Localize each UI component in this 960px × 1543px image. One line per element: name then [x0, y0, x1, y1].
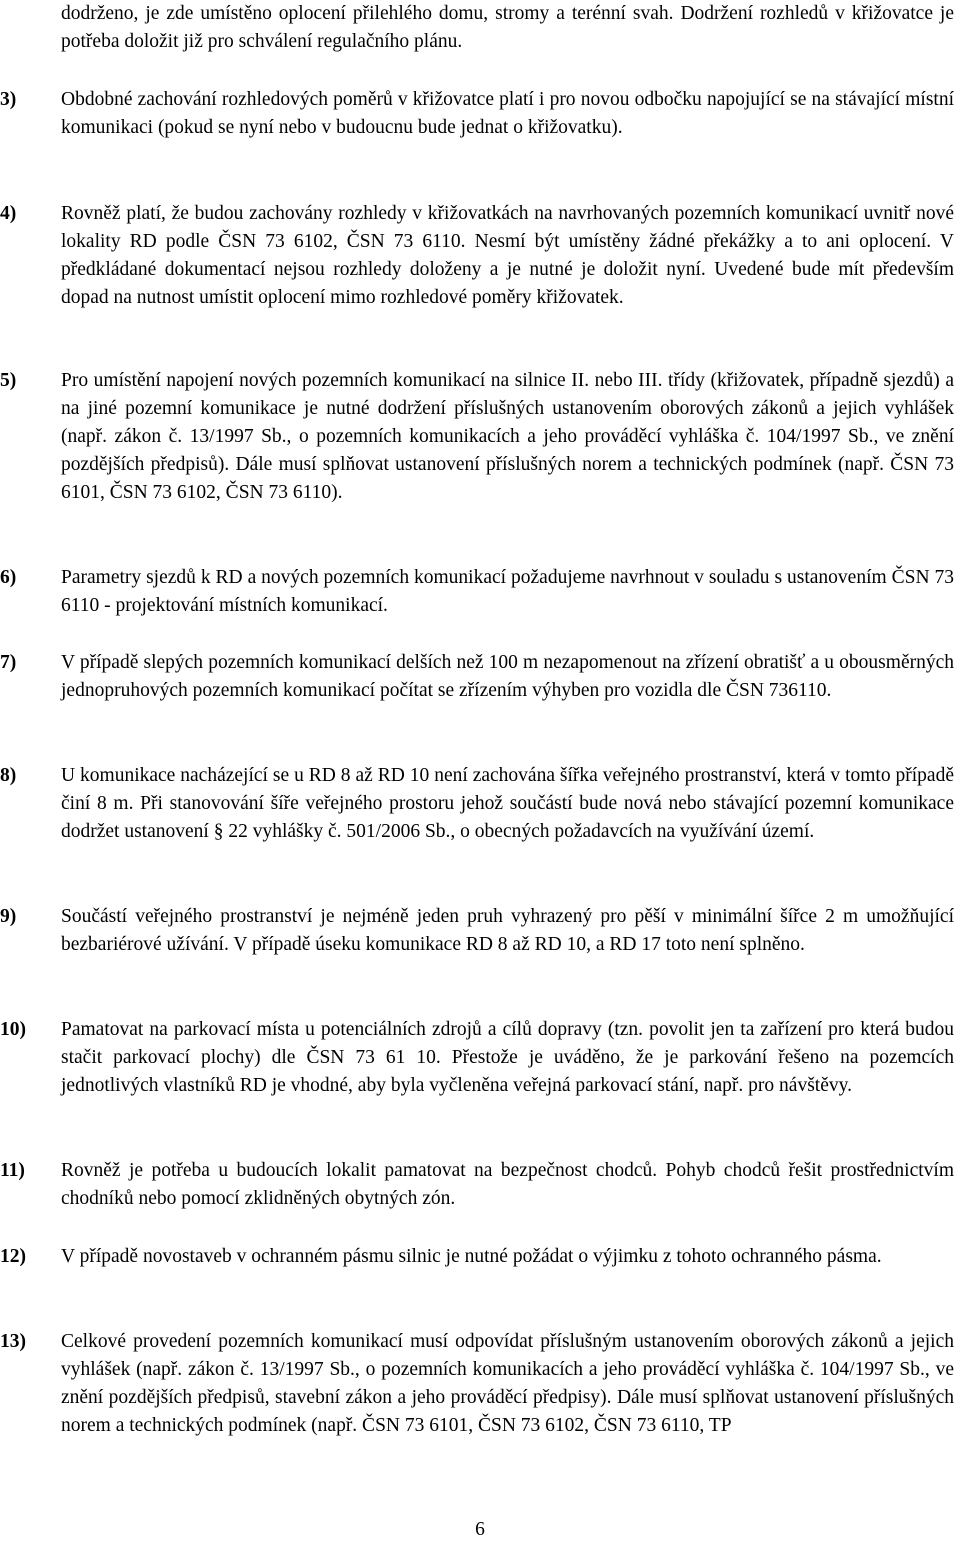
item-number: 7) [0, 652, 17, 673]
item-text: Parametry sjezdů k RD a nových pozemních komunikací požadujeme navrhnout v souladu s ustanovením ČSN 73 6110 - projektování místních komunikací. [61, 567, 954, 616]
item-number: 3) [0, 89, 17, 110]
item-number: 6) [0, 567, 17, 588]
item-text: Rovněž platí, že budou zachovány rozhledy v křižovatkách na navrhovaných pozemních komunikací uvnitř nové lokality RD podle ČSN 73 6102, ČSN 73 6110. Nesmí být umístěny žádné překážky a to ani oplocení. V předkládané dokumentací nejsou rozhledy doloženy a je nutné je doložit nyní. Uvedené bude mít především dopad na nutnost umístit oplocení mimo rozhledové poměry křižovatek. [61, 203, 954, 308]
item-text: V případě novostaveb v ochranném pásmu silnic je nutné požádat o výjimku z tohoto ochranného pásma. [61, 1246, 882, 1267]
list-item-11 [0, 1157, 954, 1213]
item-number: 11) [0, 1160, 25, 1181]
list-item-4 [0, 200, 954, 312]
item-text: V případě slepých pozemních komunikací delších než 100 m nezapomenout na zřízení obratišť a u obousměrných jednopruhových pozemních komunikací počítat se zřízením výhyben pro vozidla dle ČSN 736110. [61, 652, 954, 701]
item-number: 8) [0, 765, 17, 786]
item-number: 10) [0, 1019, 26, 1040]
list-item-12 [0, 1243, 954, 1271]
item-number: 13) [0, 1331, 26, 1352]
list-item-6 [0, 564, 954, 620]
item-text: Pamatovat na parkovací místa u potenciálních zdrojů a cílů dopravy (tzn. povolit jen ta zařízení pro která budou stačit parkovací plochy) dle ČSN 73 61 10. Přestože je uváděno, že je parkování řešeno na pozemcích jednotlivých vlastníků RD je vhodné, aby byla vyčleněna veřejná parkovací stání, např. pro návštěvy. [61, 1019, 954, 1096]
item-number: 12) [0, 1246, 26, 1267]
item-number: 4) [0, 203, 17, 224]
item-text: Obdobné zachování rozhledových poměrů v křižovatce platí i pro novou odbočku napojující se na stávající místní komunikaci (pokud se nyní nebo v budoucnu bude jednat o křižovatku). [61, 89, 954, 138]
list-item-5 [0, 367, 954, 507]
list-item-13 [0, 1328, 954, 1440]
page-number: 6 [475, 1519, 485, 1540]
item-text: Rovněž je potřeba u budoucích lokalit pamatovat na bezpečnost chodců. Pohyb chodců řešit prostřednictvím chodníků nebo pomocí zklidněných obytných zón. [61, 1160, 954, 1209]
item-number: 9) [0, 906, 17, 927]
item-number: 5) [0, 370, 17, 391]
list-item-10 [0, 1016, 954, 1100]
item-text: U komunikace nacházející se u RD 8 až RD 10 není zachována šířka veřejného prostranství, která v tomto případě činí 8 m. Při stanovování šíře veřejného prostoru jehož součástí bude nová nebo stávající pozemní komunikace dodržet ustanovení § 22 vyhlášky č. 501/2006 Sb., o obecných požadavcích na využívání území. [61, 765, 954, 842]
item-text: Pro umístění napojení nových pozemních komunikací na silnice II. nebo III. třídy (křižovatek, případně sjezdů) a na jiné pozemní komunikace je nutné dodržení příslušných ustanovením oborových zákonů a jejich vyhlášek (např. zákon č. 13/1997 Sb., o pozemních komunikacích a jeho prováděcí vyhláška č. 104/1997 Sb., ve znění pozdějších předpisů). Dále musí splňovat ustanovení příslušných norem a technických podmínek (např. ČSN 73 6101, ČSN 73 6102, ČSN 73 6110). [61, 370, 954, 503]
item-text: Celkové provedení pozemních komunikací musí odpovídat příslušným ustanovením oborových zákonů a jejich vyhlášek (např. zákon č. 13/1997 Sb., o pozemních komunikacích a jeho prováděcí vyhláška č. 104/1997 Sb., ve znění pozdějších předpisů, stavební zákon a jeho prováděcí předpisy). Dále musí splňovat ustanovení příslušných norem a technických podmínek (např. ČSN 73 6101, ČSN 73 6102, ČSN 73 6110, TP [61, 1331, 954, 1436]
list-item-9 [0, 903, 954, 959]
item-text: Součástí veřejného prostranství je nejméně jeden pruh vyhrazený pro pěší v minimální šířce 2 m umožňující bezbariérové užívání. V případě úseku komunikace RD 8 až RD 10, a RD 17 toto není splněno. [61, 906, 954, 955]
list-item-7 [0, 649, 954, 705]
list-item-8 [0, 762, 954, 846]
intro-paragraph: dodrženo, je zde umístěno oplocení přilehlého domu, stromy a terénní svah. Dodržení rozhledů v křižovatce je potřeba doložit již pro schválení regulačního plánu. [61, 3, 954, 52]
list-item-3 [0, 86, 954, 142]
